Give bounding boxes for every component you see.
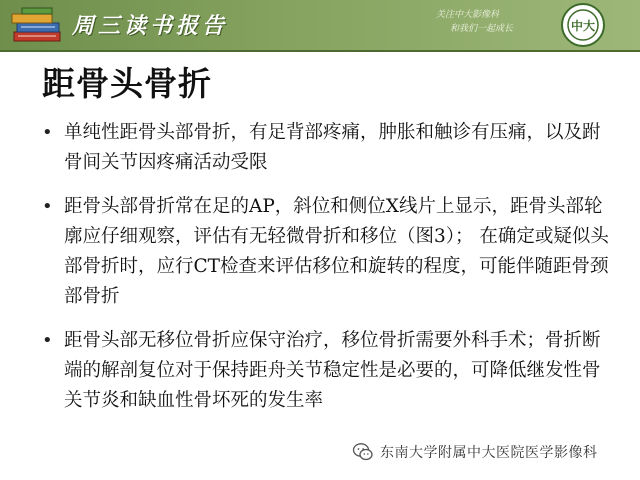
wechat-icon [352, 441, 374, 463]
banner-title: 周三读书报告 [72, 13, 229, 39]
bullet-item [40, 326, 610, 416]
bullet-list [40, 118, 610, 430]
books-icon [8, 6, 68, 44]
bullet-item [40, 192, 610, 312]
bullet-text: 距骨头部无移位骨折应保守治疗，移位骨折需要外科手术；骨折断端的解剖复位对于保持距舟关节稳定性是必要的，可降低继发性骨关节炎和缺血性骨坏死的发生率 [64, 330, 601, 411]
bullet-icon: • [42, 196, 53, 217]
header-banner [0, 0, 640, 52]
hospital-emblem-icon [560, 2, 606, 48]
footer-source-text: 东南大学附属中大医院医学影像科 [380, 445, 598, 461]
slide-title: 距骨头骨折 [42, 64, 212, 103]
motto-line-2: 和我们一起成长 [450, 24, 514, 34]
emblem-text: 中大 [570, 19, 596, 33]
bullet-icon: • [42, 122, 53, 143]
footer-watermark [352, 440, 598, 464]
motto-line-1: 关注中大影像科 [436, 10, 500, 20]
bullet-text: 距骨头部骨折常在足的AP，斜位和侧位X线片上显示，距骨头部轮廓应仔细观察，评估有无轻微骨折和移位（图3）； 在确定或疑似头部骨折时，应行CT检查来评估移位和旋转的程度，可能伴随距骨颈部骨折 [64, 196, 609, 307]
bullet-icon: • [42, 330, 53, 351]
bullet-item [40, 118, 610, 178]
bullet-text: 单纯性距骨头部骨折，有足背部疼痛，肿胀和触诊有压痛，以及跗骨间关节因疼痛活动受限 [64, 122, 601, 173]
banner-motto [436, 8, 556, 36]
